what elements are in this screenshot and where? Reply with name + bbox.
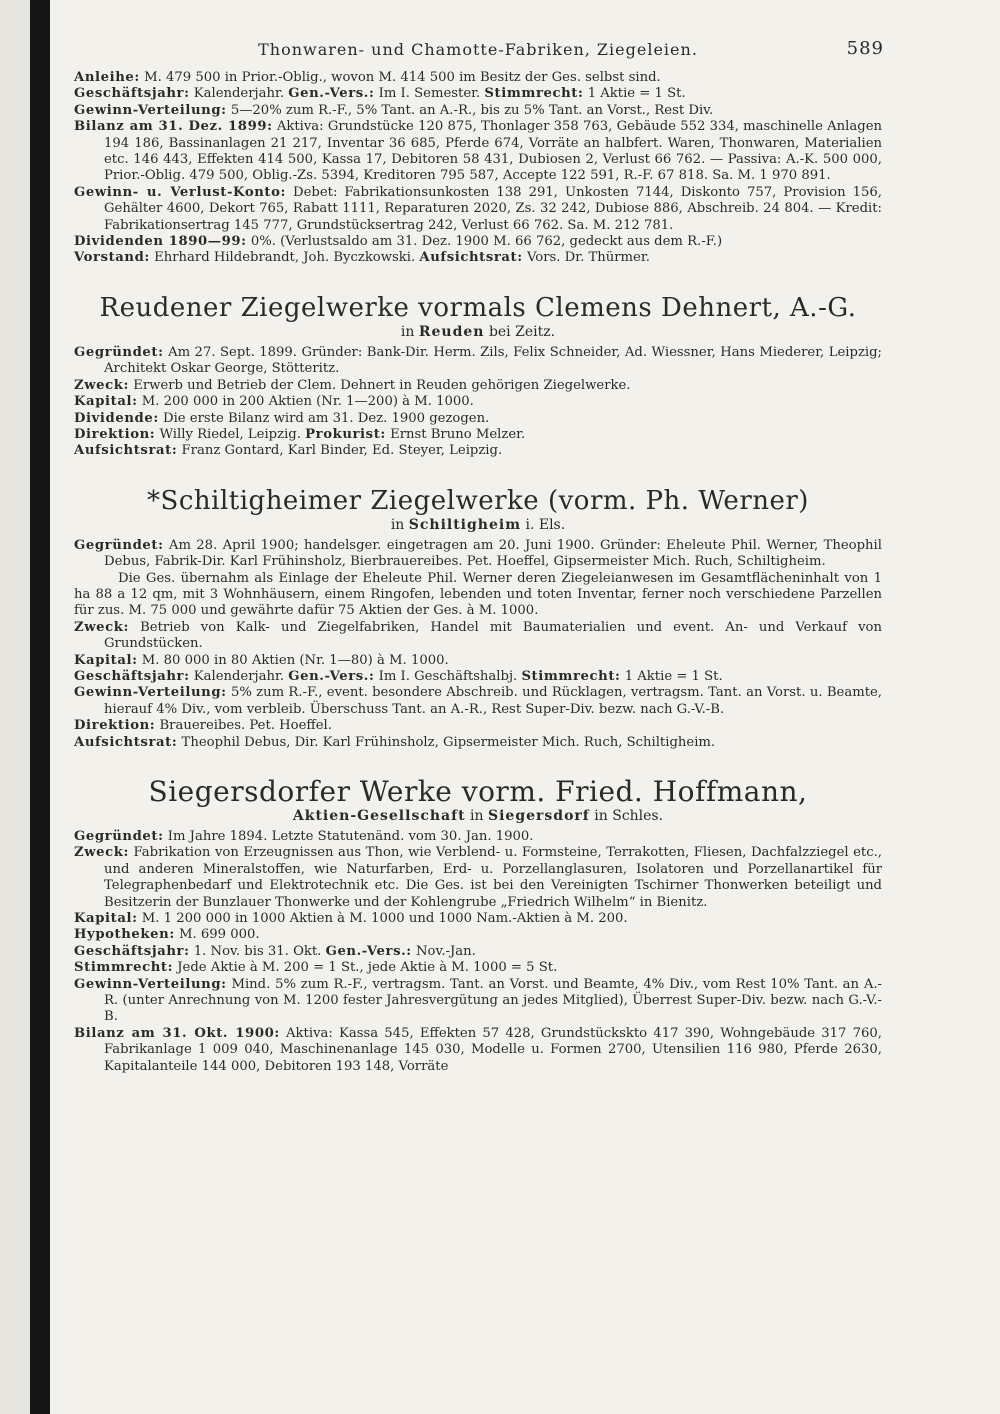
entry-line: Geschäftsjahr: Kalenderjahr. Gen.-Vers.: Im I. Semester. Stimmrecht: 1 Aktie = 1 St. xyxy=(74,86,686,102)
entry-line: Kapital: M. 1 200 000 in 1000 Aktien à M. 1000 und 1000 Nam.-Aktien à M. 200. xyxy=(74,911,628,927)
page-number: 589 xyxy=(846,38,884,59)
company-location: in Schiltigheim i. Els. xyxy=(390,516,566,533)
entry-line: Aufsichtsrat: Franz Gontard, Karl Binder, Ed. Steyer, Leipzig. xyxy=(74,443,503,459)
entry-continued xyxy=(74,70,882,267)
left-margin-fragment xyxy=(0,0,30,1414)
company-entry-reudener xyxy=(74,293,882,460)
entry-line: Zweck: Fabrikation von Erzeugnissen aus Thon, wie Verblend- u. Formsteine, Terrakotten, Fliesen, Dachfalzziegel etc., und anderen Mineralstoffen, wie Naturfarben, Erd- u. Porzellanglasuren, Isolatoren und Porzellanartikel für Telegraphenbedarf und Elektrotechnik etc. Die Ges. ist bei den Vereinigten Tschirner Thonwerken beteiligt und Besitzerin der Bunzlauer Thonwerke und der Kohlengrube „Friedrich Wilhelm“ in Bienitz. xyxy=(74,845,882,910)
entry-line: Hypotheken: M. 699 000. xyxy=(74,927,260,943)
entry-line: Dividenden 1890—99: 0%. (Verlustsaldo am 31. Dez. 1900 M. 66 762, gedeckt aus dem R.-F.) xyxy=(74,234,723,250)
company-title: Siegersdorfer Werke vorm. Fried. Hoffmann, xyxy=(148,775,808,808)
book-binding-shadow xyxy=(30,0,50,1414)
entry-line: Geschäftsjahr: Kalenderjahr. Gen.-Vers.: Im I. Geschäftshalbj. Stimmrecht: 1 Aktie = 1 St. xyxy=(74,668,723,684)
entry-paragraph: Die Ges. übernahm als Einlage der Eheleute Phil. Werner deren Ziegeleianwesen im Gesamtflächeninhalt von 1 ha 88 a 12 qm, mit 3 Wohnhäusern, einem Ringofen, lebenden und toten Inventar, ferner noch verschiedene Parzellen für zus. M. 75 000 und gewährte dafür 75 Aktien der Ges. à M. 1000. xyxy=(74,570,882,619)
entry-line: Kapital: M. 80 000 in 80 Aktien (Nr. 1—80) à M. 1000. xyxy=(74,652,449,668)
running-head xyxy=(74,36,882,62)
company-title: Reudener Ziegelwerke vormals Clemens Dehnert, A.-G. xyxy=(99,292,857,323)
entry-line: Dividende: Die erste Bilanz wird am 31. Dez. 1900 gezogen. xyxy=(74,410,490,426)
entry-line: Stimmrecht: Jede Aktie à M. 200 = 1 St., jede Aktie à M. 1000 = 5 St. xyxy=(74,960,558,976)
company-title: *Schiltigheimer Ziegelwerke (vorm. Ph. Werner) xyxy=(147,485,809,516)
entry-line: Gegründet: Am 28. April 1900; handelsger. eingetragen am 20. Juni 1900. Gründer: Eheleute Phil. Werner, Theophil Debus, Fabrik-Dir. Karl Frühinsholz, Bierbrauereibes. Pet. Hoeffel, Gipsermeister Mich. Ruch, Schiltigheim. xyxy=(74,537,882,570)
company-location: Aktien-Gesellschaft in Siegersdorf in Schles. xyxy=(292,808,664,824)
entry-line: Kapital: M. 200 000 in 200 Aktien (Nr. 1—200) à M. 1000. xyxy=(74,394,474,410)
entry-line: Direktion: Brauereibes. Pet. Hoeffel. xyxy=(74,718,332,734)
entry-line: Anleihe: M. 479 500 in Prior.-Oblig., wovon M. 414 500 im Besitz der Ges. selbst sind. xyxy=(74,70,661,85)
company-location: in Reuden bei Zeitz. xyxy=(400,323,556,340)
entry-line: Zweck: Betrieb von Kalk- und Ziegelfabriken, Handel mit Baumaterialien und event. An- und Verkauf von Grundstücken. xyxy=(74,619,882,652)
entry-line: Vorstand: Ehrhard Hildebrandt, Joh. Byczkowski. Aufsichtsrat: Vors. Dr. Thürmer. xyxy=(74,250,650,266)
document-page xyxy=(74,36,882,1075)
entry-line: Gewinn-Verteilung: 5% zum R.-F., event. besondere Abschreib. und Rücklagen, vertragsm. Tant. an Vorst. u. Beamte, hierauf 4% Div., vom verbleib. Überschuss Tant. an A.-R., Rest Super-Div. bezw. nach G.-V.-B. xyxy=(74,685,882,717)
entry-line: Gegründet: Am 27. Sept. 1899. Gründer: Bank-Dir. Herm. Zils, Felix Schneider, Ad. Wiessner, Hans Miederer, Leipzig; Architekt Oskar George, Stötteritz. xyxy=(74,344,882,377)
entry-line: Bilanz am 31. Okt. 1900: Aktiva: Kassa 545, Effekten 57 428, Grundstückskto 417 390, Wohngebäude 317 760, Fabrikanlage 1 009 040, Maschinenanlage 145 030, Modelle u. Formen 2700, Utensilien 116 980, Pferde 2630, Kapitalanteile 144 000, Debitoren 193 148, Vorräte xyxy=(74,1025,882,1074)
entry-line: Aufsichtsrat: Theophil Debus, Dir. Karl Frühinsholz, Gipsermeister Mich. Ruch, Schiltigheim. xyxy=(74,734,716,750)
entry-line: Gewinn- u. Verlust-Konto: Debet: Fabrikationsunkosten 138 291, Unkosten 7144, Diskonto 757, Provision 156, Gehälter 4600, Dekort 765, Rabatt 1111, Reparaturen 2020, Zs. 32 242, Dubiose 886, Abschreib. 24 804. — Kredit: Fabrikationsertrag 145 777, Grundstücksertrag 242, Verlust 66 762. Sa. M. 212 781. xyxy=(74,184,882,233)
entry-line: Gewinn-Verteilung: Mind. 5% zum R.-F., vertragsm. Tant. an Vorst. und Beamte, 4% Div., vom Rest 10% Tant. an A.-R. (unter Anrechnung von M. 1200 fester Jahresvergütung an jedes Mitglied), Überrest Super-Div. bezw. nach G.-V.-B. xyxy=(74,976,882,1025)
company-entry-schiltigheimer xyxy=(74,486,882,751)
company-details xyxy=(74,829,882,1075)
entry-line: Geschäftsjahr: 1. Nov. bis 31. Okt. Gen.-Vers.: Nov.-Jan. xyxy=(74,943,476,959)
entry-line: Direktion: Willy Riedel, Leipzig. Prokurist: Ernst Bruno Melzer. xyxy=(74,426,526,442)
entry-line: Gegründet: Im Jahre 1894. Letzte Statutenänd. vom 30. Jan. 1900. xyxy=(74,829,534,844)
entry-line: Zweck: Erwerb und Betrieb der Clem. Dehnert in Reuden gehörigen Ziegelwerke. xyxy=(74,377,631,393)
company-details xyxy=(74,538,882,751)
entry-line: Gewinn-Verteilung: 5—20% zum R.-F., 5% Tant. an A.-R., bis zu 5% Tant. an Vorst., Rest Div. xyxy=(74,102,714,118)
company-details xyxy=(74,345,882,460)
entry-line: Bilanz am 31. Dez. 1899: Aktiva: Grundstücke 120 875, Thonlager 358 763, Gebäude 552 334, maschinelle Anlagen 194 186, Bassinanlagen 21 217, Inventar 36 685, Pferde 674, Vorräte an halbfert. Waren, Thonwaren, Materialien etc. 146 443, Effekten 414 500, Kassa 17, Debitoren 58 431, Dubiosen 2, Verlust 66 762. — Passiva: A.-K. 500 000, Prior.-Oblig. 479 500, Oblig.-Zs. 5394, Kreditoren 795 587, Accepte 122 591, R.-F. 67 818. Sa. M. 1 970 891. xyxy=(74,119,882,184)
running-title: Thonwaren- und Chamotte-Fabriken, Ziegeleien. xyxy=(258,40,698,59)
company-entry-siegersdorfer xyxy=(74,777,882,1075)
